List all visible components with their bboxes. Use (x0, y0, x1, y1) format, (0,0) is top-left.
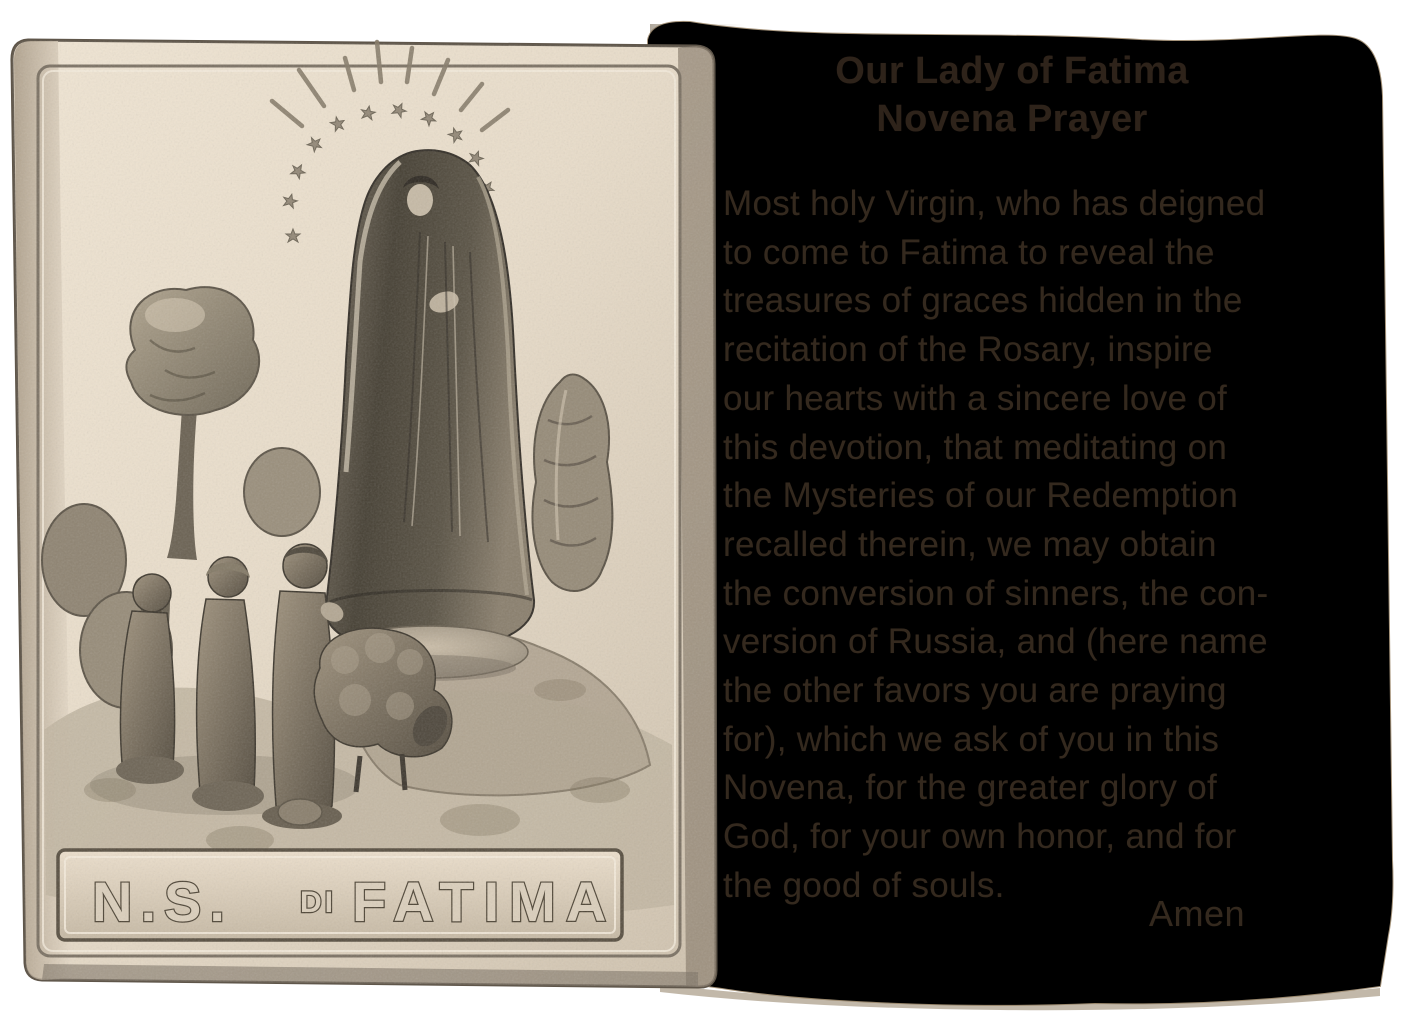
prayer-line: this devotion, that meditating on (723, 428, 1228, 467)
prayer-line: Most holy Virgin, who has deigned (723, 184, 1266, 223)
prayer-line: the other favors you are praying (723, 671, 1227, 710)
prayer-line: God, for your own honor, and for (723, 817, 1237, 856)
prayer-line: recalled therein, we may obtain (723, 525, 1217, 564)
prayer-line: version of Russia, and (here name (723, 622, 1268, 661)
prayer-line: for), which we ask of you in this (723, 720, 1220, 759)
prayer-line: to come to Fatima to reveal the (723, 233, 1215, 272)
plaque-grain (12, 40, 716, 987)
prayer-title-line2: Novena Prayer (876, 98, 1148, 140)
prayer-line: our hearts with a sincere love of (723, 379, 1228, 418)
prayer-line: the conversion of sinners, the con- (723, 574, 1269, 613)
prayer-line: the good of souls. (723, 866, 1005, 905)
fatima-plaque (12, 40, 716, 987)
amen-text: Amen (1148, 893, 1245, 934)
prayer-title-line1: Our Lady of Fatima (835, 50, 1189, 92)
prayer-line: treasures of graces hidden in the (723, 281, 1243, 320)
prayer-line: the Mysteries of our Redemption (723, 476, 1239, 515)
prayer-line: recitation of the Rosary, inspire (723, 330, 1213, 369)
prayer-page (648, 22, 1393, 1010)
prayer-line: Novena, for the greater glory of (723, 768, 1218, 807)
page-grain (648, 22, 1393, 1005)
